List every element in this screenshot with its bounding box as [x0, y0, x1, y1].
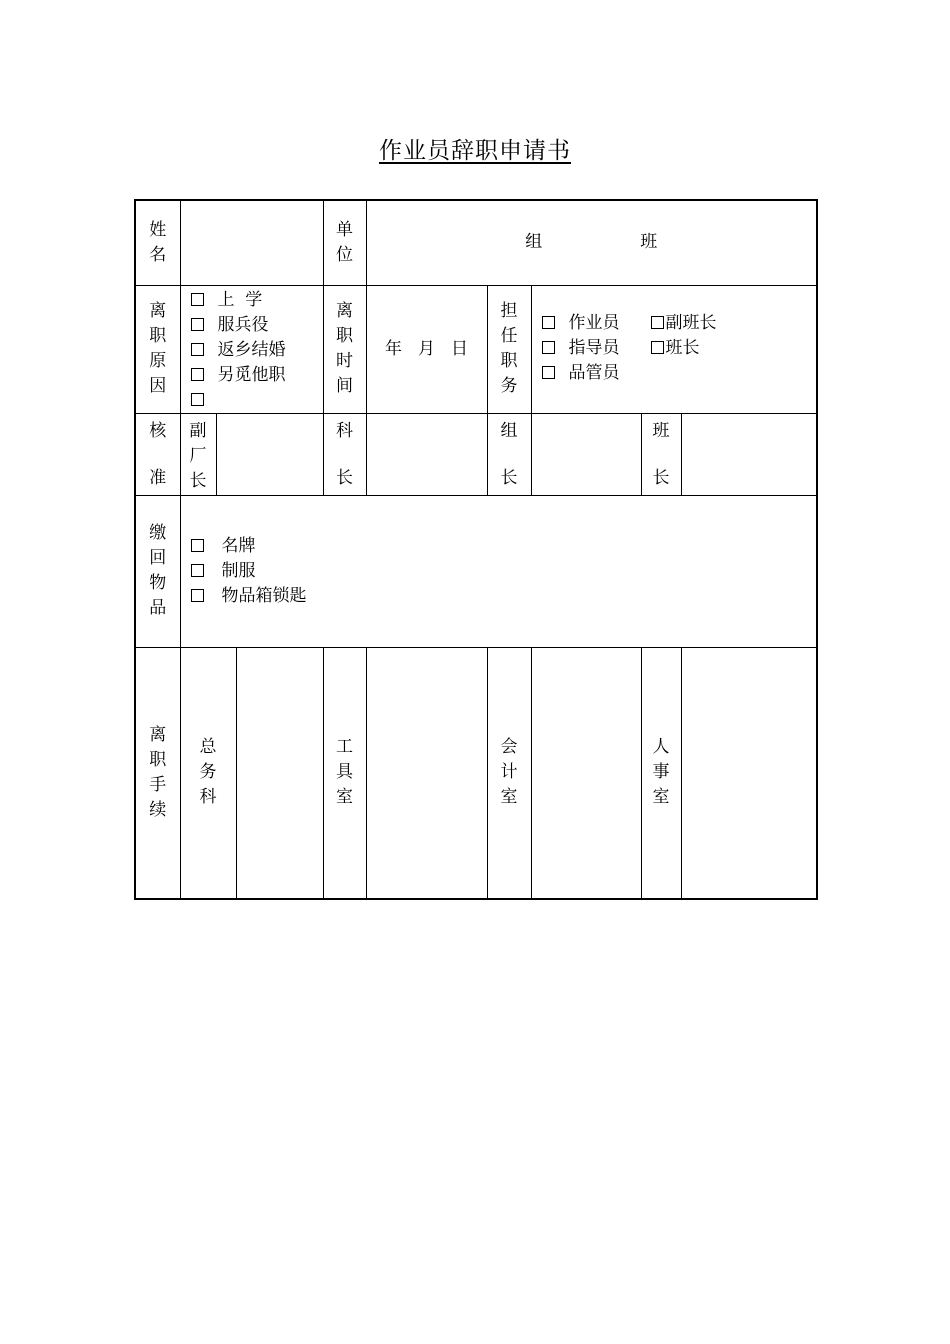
group-leader-signature[interactable] [531, 413, 641, 495]
position-option[interactable]: 副班长 [651, 311, 717, 336]
position-label: 担 任 职 务 [487, 285, 531, 413]
row-name-unit [135, 200, 817, 285]
position-options [531, 285, 817, 413]
position-option[interactable]: 班长 [651, 336, 717, 361]
hr-signature[interactable] [681, 647, 817, 899]
row-procedure [135, 647, 817, 899]
unit-label: 单 位 [323, 200, 366, 285]
hr-label: 人 事 室 [641, 647, 681, 899]
return-label: 缴 回 物 品 [135, 495, 180, 647]
reason-option[interactable]: 上 学 [191, 288, 323, 313]
reason-option[interactable]: 返乡结婚 [191, 338, 323, 363]
time-label: 离 职 时 间 [323, 285, 366, 413]
procedure-label: 离 职 手 续 [135, 647, 180, 899]
unit-group-text: 组 [525, 232, 543, 253]
class-leader-label: 班 长 [641, 413, 681, 495]
return-item[interactable]: 制服 [191, 559, 817, 584]
checkbox-icon [191, 539, 204, 552]
checkbox-icon [651, 341, 664, 354]
row-return [135, 495, 817, 647]
page-title: 作业员辞职申请书 [379, 138, 571, 164]
position-option[interactable]: 指导员 [542, 336, 651, 361]
checkbox-icon [191, 343, 204, 356]
checkbox-icon [191, 564, 204, 577]
reason-option-other[interactable] [191, 388, 323, 413]
accounting-label: 会 计 室 [487, 647, 531, 899]
class-leader-signature[interactable] [681, 413, 817, 495]
general-affairs-label: 总 务 科 [181, 648, 237, 898]
group-leader-label: 组 长 [487, 413, 531, 495]
row-approve [135, 413, 817, 495]
general-affairs-signature[interactable] [237, 648, 323, 898]
return-items [180, 495, 817, 647]
section-chief-signature[interactable] [366, 413, 487, 495]
approve-label: 核 准 [135, 413, 180, 495]
section-chief-label: 科 长 [323, 413, 366, 495]
row-reason [135, 285, 817, 413]
checkbox-icon [542, 316, 555, 329]
unit-field[interactable] [366, 200, 817, 285]
reason-options [180, 285, 323, 413]
checkbox-icon [542, 341, 555, 354]
checkbox-icon [191, 293, 204, 306]
name-label: 姓 名 [135, 200, 180, 285]
accounting-signature[interactable] [531, 647, 641, 899]
general-affairs-cell [180, 647, 323, 899]
checkbox-icon [191, 589, 204, 602]
reason-option[interactable]: 另觅他职 [191, 363, 323, 388]
deputy-director-label: 副 厂 长 [180, 413, 216, 495]
deputy-director-signature[interactable] [216, 413, 323, 495]
position-option[interactable]: 品管员 [542, 361, 651, 386]
tool-room-signature[interactable] [366, 647, 487, 899]
unit-class-text: 班 [640, 232, 658, 253]
position-option[interactable]: 作业员 [542, 311, 651, 336]
name-field[interactable] [180, 200, 323, 285]
reason-label: 离 职 原 因 [135, 285, 180, 413]
checkbox-icon [542, 366, 555, 379]
checkbox-icon [191, 318, 204, 331]
reason-option[interactable]: 服兵役 [191, 313, 323, 338]
checkbox-icon [191, 393, 204, 406]
resignation-form-table [134, 199, 818, 900]
date-field[interactable]: 年 月 日 [366, 285, 487, 413]
return-item[interactable]: 物品箱锁匙 [191, 584, 817, 609]
return-item[interactable]: 名牌 [191, 534, 817, 559]
checkbox-icon [651, 316, 664, 329]
checkbox-icon [191, 368, 204, 381]
tool-room-label: 工 具 室 [323, 647, 366, 899]
